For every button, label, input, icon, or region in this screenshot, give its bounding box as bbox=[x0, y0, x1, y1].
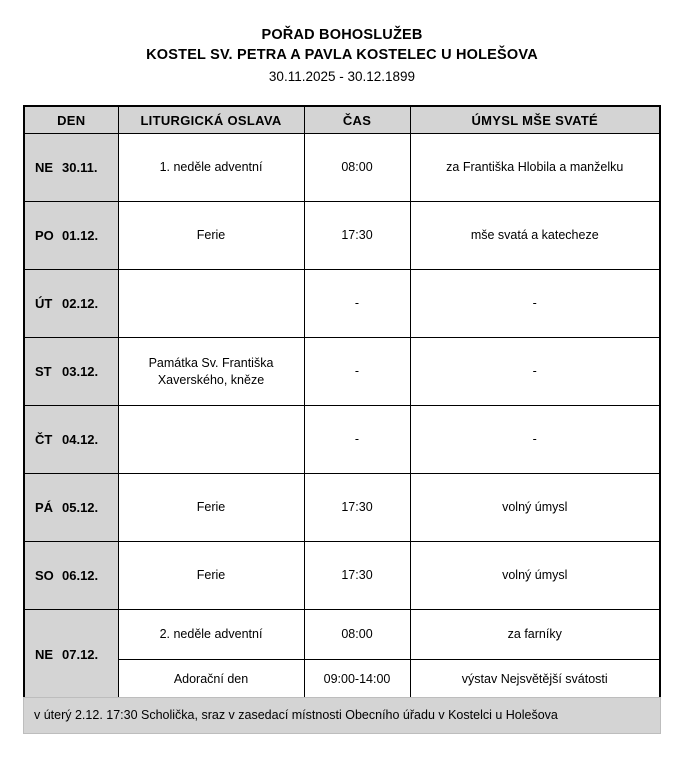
day-cell bbox=[24, 610, 118, 700]
celebration-cell: Ferie bbox=[118, 542, 304, 610]
celebration-cell bbox=[118, 406, 304, 474]
day-of-week: ST bbox=[35, 364, 52, 380]
celebration-cell: 2. neděle adventní bbox=[118, 610, 304, 660]
day-date: 05.12. bbox=[62, 500, 99, 516]
time-cell: - bbox=[304, 406, 410, 474]
day-cell bbox=[24, 406, 118, 474]
celebration-cell-secondary: Adorační den bbox=[118, 660, 304, 700]
time-cell: - bbox=[304, 270, 410, 338]
table-body bbox=[24, 134, 660, 700]
schedule-table bbox=[23, 105, 661, 701]
table-row-secondary bbox=[24, 660, 660, 700]
intention-cell: za farníky bbox=[410, 610, 660, 660]
table-row bbox=[24, 474, 660, 542]
column-header-day: DEN bbox=[24, 106, 118, 134]
day-of-week: PÁ bbox=[35, 500, 54, 516]
day-date: 07.12. bbox=[62, 647, 99, 663]
table-row bbox=[24, 270, 660, 338]
date-range: 30.11.2025 - 30.12.1899 bbox=[268, 69, 416, 85]
intention-cell: volný úmysl bbox=[410, 474, 660, 542]
day-date: 01.12. bbox=[62, 228, 99, 244]
day-of-week: SO bbox=[35, 568, 54, 584]
page-title: POŘAD BOHOSLUŽEB bbox=[261, 27, 423, 43]
table-header bbox=[24, 106, 660, 134]
intention-cell: - bbox=[410, 406, 660, 474]
time-cell-secondary: 09:00-14:00 bbox=[304, 660, 410, 700]
time-cell: 08:00 bbox=[304, 134, 410, 202]
column-header-intention: ÚMYSL MŠE SVATÉ bbox=[410, 106, 660, 134]
intention-cell: volný úmysl bbox=[410, 542, 660, 610]
intention-cell: mše svatá a katecheze bbox=[410, 202, 660, 270]
day-cell bbox=[24, 542, 118, 610]
intention-cell-secondary: výstav Nejsvětější svátosti bbox=[410, 660, 660, 700]
day-cell bbox=[24, 202, 118, 270]
intention-cell: za Františka Hlobila a manželku bbox=[410, 134, 660, 202]
column-header-time: ČAS bbox=[304, 106, 410, 134]
day-date: 06.12. bbox=[62, 568, 99, 584]
day-of-week: PO bbox=[35, 228, 54, 244]
table-row bbox=[24, 610, 660, 660]
time-cell: 17:30 bbox=[304, 474, 410, 542]
table-row bbox=[24, 338, 660, 406]
day-of-week: NE bbox=[35, 160, 54, 176]
time-cell: - bbox=[304, 338, 410, 406]
footer-note: v úterý 2.12. 17:30 Scholička, sraz v zasedací místnosti Obecního úřadu v Kostelci u Holešova bbox=[23, 697, 661, 734]
day-of-week: NE bbox=[35, 647, 54, 663]
intention-cell: - bbox=[410, 270, 660, 338]
celebration-cell: 1. neděle adventní bbox=[118, 134, 304, 202]
day-cell bbox=[24, 134, 118, 202]
time-cell: 08:00 bbox=[304, 610, 410, 660]
day-cell bbox=[24, 338, 118, 406]
celebration-cell: Ferie bbox=[118, 474, 304, 542]
day-date: 03.12. bbox=[62, 364, 99, 380]
church-name: KOSTEL SV. PETRA A PAVLA KOSTELEC U HOLEŠOVA bbox=[146, 46, 538, 63]
time-cell: 17:30 bbox=[304, 542, 410, 610]
table-row bbox=[24, 406, 660, 474]
table-row bbox=[24, 542, 660, 610]
day-of-week: ÚT bbox=[35, 296, 53, 312]
table-row bbox=[24, 134, 660, 202]
celebration-cell bbox=[118, 270, 304, 338]
schedule-table-wrapper bbox=[23, 105, 661, 701]
table-header-row bbox=[24, 106, 660, 134]
day-cell bbox=[24, 270, 118, 338]
document-header bbox=[0, 0, 684, 87]
column-header-celebration: LITURGICKÁ OSLAVA bbox=[118, 106, 304, 134]
day-of-week: ČT bbox=[35, 432, 53, 448]
intention-cell: - bbox=[410, 338, 660, 406]
day-date: 04.12. bbox=[62, 432, 99, 448]
day-date: 30.11. bbox=[62, 160, 98, 176]
day-date: 02.12. bbox=[62, 296, 99, 312]
day-cell bbox=[24, 474, 118, 542]
celebration-cell: Ferie bbox=[118, 202, 304, 270]
table-row bbox=[24, 202, 660, 270]
celebration-cell: Památka Sv. Františka Xaverského, kněze bbox=[118, 338, 304, 406]
time-cell: 17:30 bbox=[304, 202, 410, 270]
